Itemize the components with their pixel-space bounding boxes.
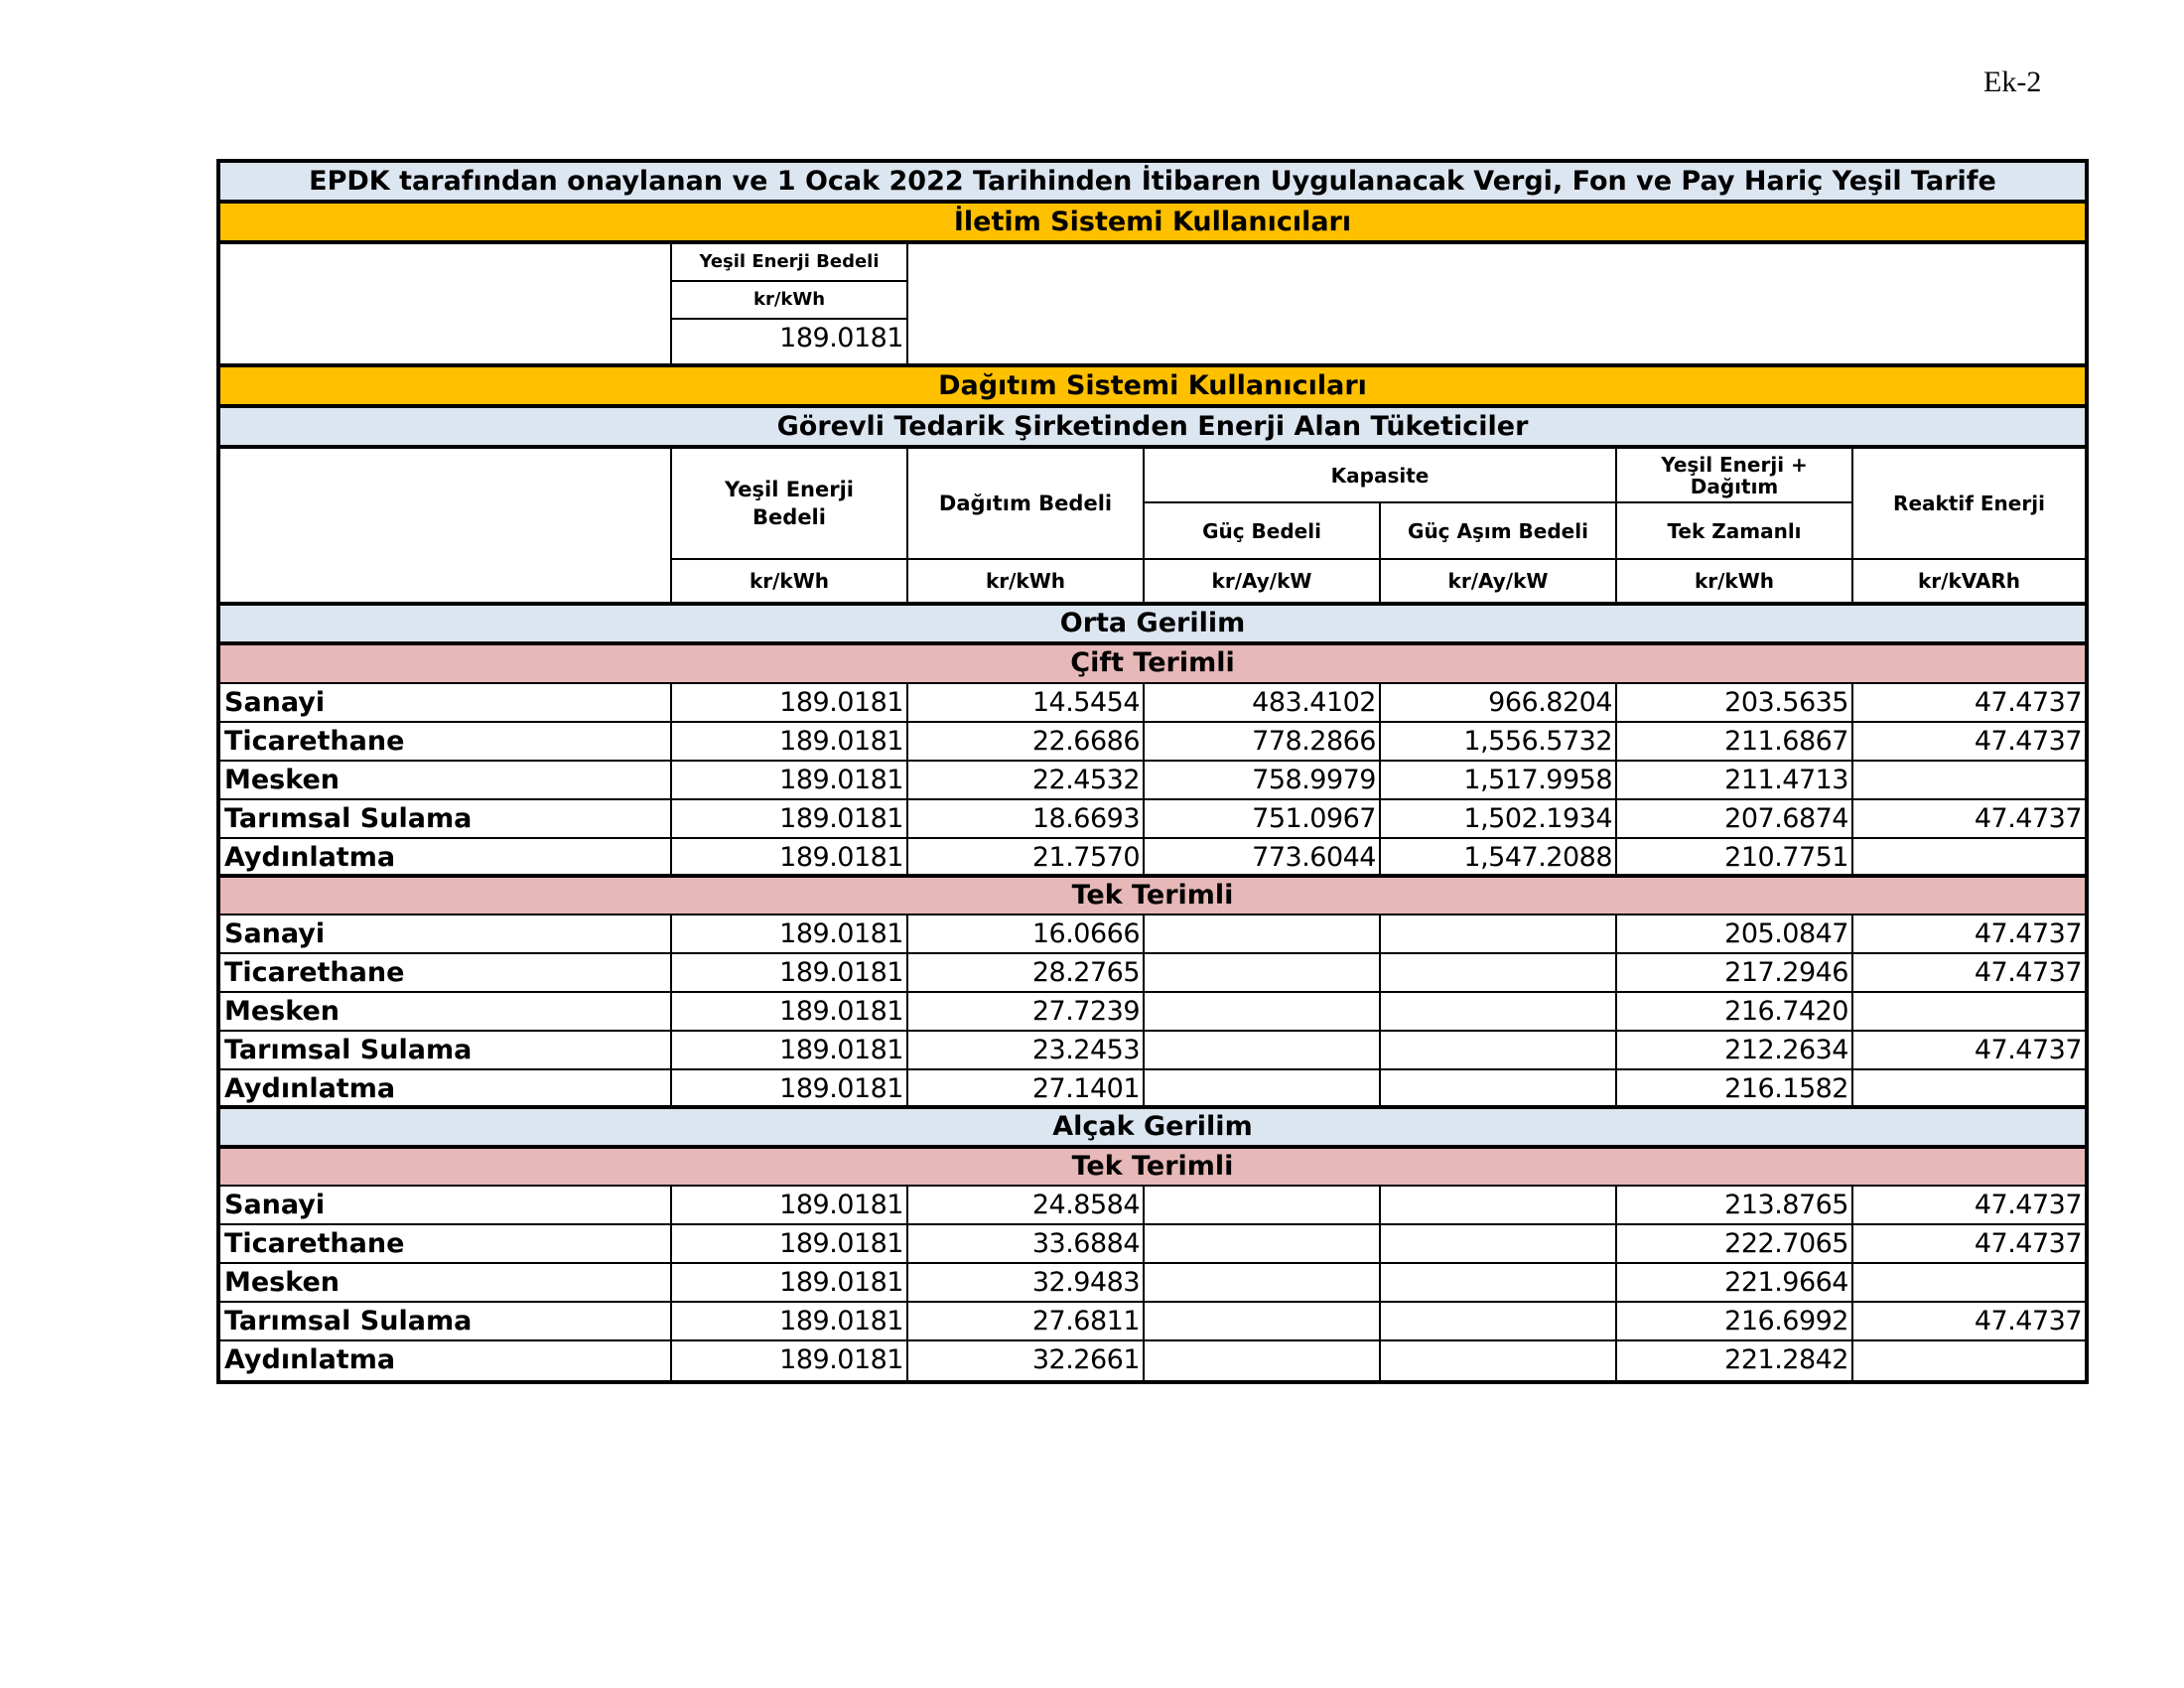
- cell-guc-asim: [1381, 1303, 1617, 1339]
- value-reaktif: 47.4737: [1974, 918, 2082, 949]
- cell-yesil: [672, 1341, 908, 1380]
- table-row: [220, 1070, 2085, 1109]
- header-yesil-dagitim-column: [1617, 449, 1853, 602]
- value-yesil: 189.0181: [779, 1035, 903, 1065]
- cell-guc-asim: [1381, 993, 1617, 1030]
- value-reaktif: 47.4737: [1974, 1035, 2082, 1065]
- value-tek-zamanli: 212.2634: [1724, 1035, 1848, 1065]
- row-label: Aydınlatma: [220, 1341, 672, 1380]
- table-row: [220, 800, 2085, 839]
- value-guc-asim: 1,517.9958: [1463, 765, 1612, 795]
- value-reaktif: 47.4737: [1974, 1190, 2082, 1220]
- table-row: [220, 839, 2085, 878]
- cell-guc-asim: [1381, 1070, 1617, 1105]
- value-tek-zamanli: 211.6867: [1724, 726, 1848, 757]
- cell-guc-asim: [1381, 839, 1617, 874]
- table-row: [220, 684, 2085, 723]
- cell-tek-zamanli: [1617, 1187, 1853, 1223]
- cell-guc-asim: [1381, 1264, 1617, 1301]
- row-label: Ticarethane: [220, 723, 672, 760]
- cell-yesil: [672, 1303, 908, 1339]
- cell-yesil: [672, 915, 908, 952]
- table-row: [220, 1341, 2085, 1380]
- cell-reaktif: [1853, 684, 2085, 721]
- iletim-block: [220, 244, 2085, 367]
- cell-guc-asim: [1381, 954, 1617, 991]
- cell-guc-asim: [1381, 1341, 1617, 1380]
- cell-reaktif: [1853, 839, 2085, 874]
- cell-guc: [1145, 762, 1381, 798]
- value-yesil: 189.0181: [779, 765, 903, 795]
- value-guc-asim: 1,547.2088: [1463, 842, 1612, 873]
- cell-guc-asim: [1381, 684, 1617, 721]
- orta-gerilim-tek-terimli-rows: [220, 915, 2085, 1109]
- value-yesil: 189.0181: [779, 918, 903, 949]
- value-tek-zamanli: 217.2946: [1724, 957, 1848, 988]
- row-label: Ticarethane: [220, 1225, 672, 1262]
- cell-yesil: [672, 1225, 908, 1262]
- value-reaktif: 47.4737: [1974, 687, 2082, 718]
- alcak-gerilim-tek-terimli-rows: [220, 1187, 2085, 1380]
- cell-yesil: [672, 723, 908, 760]
- table-row: [220, 1264, 2085, 1303]
- cell-reaktif: [1853, 954, 2085, 991]
- cell-reaktif: [1853, 1032, 2085, 1068]
- cell-dagitim: [908, 723, 1145, 760]
- value-tek-zamanli: 221.9664: [1724, 1267, 1848, 1298]
- cift-terimli-heading: Çift Terimli: [220, 645, 2085, 684]
- cell-tek-zamanli: [1617, 1341, 1853, 1380]
- table-row: [220, 954, 2085, 993]
- iletim-empty-area: [908, 244, 2085, 363]
- value-dagitim: 32.2661: [1031, 1344, 1140, 1375]
- table-row: [220, 723, 2085, 762]
- kapasite-units: [1145, 560, 1615, 602]
- cell-dagitim: [908, 1303, 1145, 1339]
- value-reaktif: 47.4737: [1974, 1228, 2082, 1259]
- cell-tek-zamanli: [1617, 954, 1853, 991]
- table-row: [220, 1187, 2085, 1225]
- table-row: [220, 1225, 2085, 1264]
- table-row: [220, 1032, 2085, 1070]
- value-guc: 778.2866: [1252, 726, 1376, 757]
- dagitim-heading: Dağıtım Sistemi Kullanıcıları: [220, 367, 2085, 408]
- value-tek-zamanli: 216.7420: [1724, 996, 1848, 1027]
- value-guc-asim: 1,502.1934: [1463, 803, 1612, 834]
- value-dagitim: 33.6884: [1031, 1228, 1140, 1259]
- value-yesil: 189.0181: [779, 996, 903, 1027]
- value-dagitim: 16.0666: [1031, 918, 1140, 949]
- value-tek-zamanli: 221.2842: [1724, 1344, 1848, 1375]
- row-label: Tarımsal Sulama: [220, 1032, 672, 1068]
- cell-dagitim: [908, 1341, 1145, 1380]
- row-label: Sanayi: [220, 684, 672, 721]
- row-label: Sanayi: [220, 1187, 672, 1223]
- row-label: Mesken: [220, 993, 672, 1030]
- tariff-table: [216, 159, 2089, 1384]
- iletim-column: [672, 244, 908, 363]
- ag-tek-terimli-heading: Tek Terimli: [220, 1149, 2085, 1187]
- cell-tek-zamanli: [1617, 1070, 1853, 1105]
- value-tek-zamanli: 210.7751: [1724, 842, 1848, 873]
- value-tek-zamanli: 216.1582: [1724, 1073, 1848, 1104]
- cell-dagitim: [908, 762, 1145, 798]
- cell-guc-asim: [1381, 915, 1617, 952]
- cell-guc-asim: [1381, 1225, 1617, 1262]
- header-reaktif-column: [1853, 449, 2085, 602]
- row-label: Mesken: [220, 1264, 672, 1301]
- row-label: Aydınlatma: [220, 1070, 672, 1105]
- cell-guc: [1145, 993, 1381, 1030]
- cell-tek-zamanli: [1617, 839, 1853, 874]
- unit-guc: kr/Ay/kW: [1145, 560, 1381, 602]
- value-yesil: 189.0181: [779, 1306, 903, 1336]
- cell-guc: [1145, 723, 1381, 760]
- value-tek-zamanli: 203.5635: [1724, 687, 1848, 718]
- cell-dagitim: [908, 800, 1145, 837]
- cell-guc: [1145, 1187, 1381, 1223]
- row-label: Mesken: [220, 762, 672, 798]
- table-row: [220, 762, 2085, 800]
- row-label: Tarımsal Sulama: [220, 1303, 672, 1339]
- cell-tek-zamanli: [1617, 723, 1853, 760]
- value-tek-zamanli: 207.6874: [1724, 803, 1848, 834]
- cell-dagitim: [908, 1187, 1145, 1223]
- cell-guc: [1145, 1303, 1381, 1339]
- cell-guc: [1145, 800, 1381, 837]
- value-guc: 773.6044: [1252, 842, 1376, 873]
- cell-reaktif: [1853, 723, 2085, 760]
- header-guc-bedeli: Güç Bedeli: [1145, 503, 1381, 558]
- cell-reaktif: [1853, 1187, 2085, 1223]
- iletim-heading: İletim Sistemi Kullanıcıları: [220, 204, 2085, 244]
- cell-tek-zamanli: [1617, 1032, 1853, 1068]
- cell-yesil: [672, 1187, 908, 1223]
- iletim-blank-cell: [220, 244, 672, 363]
- cell-dagitim: [908, 954, 1145, 991]
- cell-dagitim: [908, 1264, 1145, 1301]
- value-yesil: 189.0181: [779, 1190, 903, 1220]
- value-guc: 751.0967: [1252, 803, 1376, 834]
- value-dagitim: 28.2765: [1031, 957, 1140, 988]
- header-dagitim-bedeli: Dağıtım Bedeli: [908, 449, 1143, 560]
- value-yesil: 189.0181: [779, 1073, 903, 1104]
- cell-guc-asim: [1381, 1187, 1617, 1223]
- og-tek-terimli-heading: Tek Terimli: [220, 878, 2085, 915]
- cell-yesil: [672, 684, 908, 721]
- value-dagitim: 32.9483: [1031, 1267, 1140, 1298]
- cell-dagitim: [908, 684, 1145, 721]
- cell-guc: [1145, 915, 1381, 952]
- value-guc: 758.9979: [1252, 765, 1376, 795]
- value-reaktif: 47.4737: [1974, 726, 2082, 757]
- cell-guc-asim: [1381, 800, 1617, 837]
- cell-tek-zamanli: [1617, 915, 1853, 952]
- value-dagitim: 27.1401: [1031, 1073, 1140, 1104]
- cell-tek-zamanli: [1617, 993, 1853, 1030]
- value-yesil: 189.0181: [779, 842, 903, 873]
- value-dagitim: 22.4532: [1031, 765, 1140, 795]
- cell-reaktif: [1853, 1225, 2085, 1262]
- value-tek-zamanli: 211.4713: [1724, 765, 1848, 795]
- cell-reaktif: [1853, 1264, 2085, 1301]
- cell-yesil: [672, 839, 908, 874]
- cell-dagitim: [908, 915, 1145, 952]
- cell-dagitim: [908, 1070, 1145, 1105]
- cell-tek-zamanli: [1617, 800, 1853, 837]
- cell-guc-asim: [1381, 1032, 1617, 1068]
- cell-dagitim: [908, 839, 1145, 874]
- orta-gerilim-cift-terimli-rows: [220, 684, 2085, 878]
- value-reaktif: 47.4737: [1974, 1306, 2082, 1336]
- row-label: Aydınlatma: [220, 839, 672, 874]
- cell-yesil: [672, 1264, 908, 1301]
- unit-reaktif: kr/kVARh: [1917, 569, 2020, 593]
- cell-guc: [1145, 1032, 1381, 1068]
- iletim-unit: kr/kWh: [672, 282, 906, 320]
- cell-guc: [1145, 1341, 1381, 1380]
- value-tek-zamanli: 205.0847: [1724, 918, 1848, 949]
- value-tek-zamanli: 222.7065: [1724, 1228, 1848, 1259]
- value-yesil: 189.0181: [779, 1228, 903, 1259]
- table-row: [220, 915, 2085, 954]
- cell-yesil: [672, 993, 908, 1030]
- header-yesil-dagitim: Yeşil Enerji + Dağıtım: [1617, 449, 1851, 503]
- header-kapasite: Kapasite: [1145, 449, 1615, 503]
- cell-reaktif: [1853, 915, 2085, 952]
- value-dagitim: 23.2453: [1031, 1035, 1140, 1065]
- header-kapasite-group: [1145, 449, 1617, 602]
- cell-yesil: [672, 954, 908, 991]
- cell-guc: [1145, 1225, 1381, 1262]
- header-guc-asim-bedeli: Güç Aşım Bedeli: [1408, 518, 1588, 543]
- cell-dagitim: [908, 1225, 1145, 1262]
- header-yesil-enerji-bedeli: Yeşil Enerji Bedeli: [672, 449, 906, 560]
- iletim-value: 189.0181: [779, 323, 903, 353]
- cell-reaktif: [1853, 1303, 2085, 1339]
- iletim-value-cell: [672, 320, 906, 363]
- column-header-block: [220, 449, 2085, 606]
- value-dagitim: 27.6811: [1031, 1306, 1140, 1336]
- cell-tek-zamanli: [1617, 684, 1853, 721]
- cell-tek-zamanli: [1617, 1225, 1853, 1262]
- value-yesil: 189.0181: [779, 1344, 903, 1375]
- cell-yesil: [672, 1070, 908, 1105]
- cell-dagitim: [908, 1032, 1145, 1068]
- cell-guc: [1145, 839, 1381, 874]
- value-reaktif: 47.4737: [1974, 957, 2082, 988]
- value-yesil: 189.0181: [779, 726, 903, 757]
- cell-reaktif: [1853, 1341, 2085, 1380]
- value-tek-zamanli: 216.6992: [1724, 1306, 1848, 1336]
- header-reaktif-enerji: Reaktif Enerji: [1853, 449, 2085, 560]
- kapasite-subheaders: [1145, 503, 1615, 560]
- row-label: Tarımsal Sulama: [220, 800, 672, 837]
- cell-tek-zamanli: [1617, 1264, 1853, 1301]
- unit-tek-zamanli: kr/kWh: [1694, 569, 1775, 593]
- cell-dagitim: [908, 993, 1145, 1030]
- value-reaktif: 47.4737: [1974, 803, 2082, 834]
- cell-guc-asim: [1381, 762, 1617, 798]
- value-dagitim: 18.6693: [1031, 803, 1140, 834]
- value-yesil: 189.0181: [779, 1267, 903, 1298]
- unit-yesil: kr/kWh: [749, 569, 830, 593]
- cell-reaktif: [1853, 993, 2085, 1030]
- header-yesil-column: [672, 449, 908, 602]
- cell-guc-asim: [1381, 723, 1617, 760]
- value-guc-asim: 966.8204: [1488, 687, 1612, 718]
- table-title: EPDK tarafından onaylanan ve 1 Ocak 2022 Tarihinden İtibaren Uygulanacak Vergi, Fon ve Pay Hariç Yeşil Tarife: [220, 163, 2085, 204]
- value-dagitim: 14.5454: [1031, 687, 1140, 718]
- value-tek-zamanli: 213.8765: [1724, 1190, 1848, 1220]
- value-guc-asim: 1,556.5732: [1463, 726, 1612, 757]
- cell-yesil: [672, 762, 908, 798]
- value-yesil: 189.0181: [779, 803, 903, 834]
- cell-yesil: [672, 1032, 908, 1068]
- cell-guc: [1145, 954, 1381, 991]
- page-label: Ek-2: [1983, 66, 2042, 98]
- dagitim-subheading: Görevli Tedarik Şirketinden Enerji Alan Tüketiciler: [220, 408, 2085, 449]
- value-dagitim: 22.6686: [1031, 726, 1140, 757]
- alcak-gerilim-heading: Alçak Gerilim: [220, 1109, 2085, 1149]
- table-row: [220, 993, 2085, 1032]
- cell-reaktif: [1853, 800, 2085, 837]
- header-tek-zamanli: Tek Zamanlı: [1617, 503, 1851, 560]
- header-dagitim-column: [908, 449, 1145, 602]
- value-yesil: 189.0181: [779, 957, 903, 988]
- table-row: [220, 1303, 2085, 1341]
- value-guc: 483.4102: [1252, 687, 1376, 718]
- iletim-column-header: Yeşil Enerji Bedeli: [672, 244, 906, 282]
- row-label: Ticarethane: [220, 954, 672, 991]
- orta-gerilim-heading: Orta Gerilim: [220, 606, 2085, 645]
- cell-reaktif: [1853, 1070, 2085, 1105]
- cell-guc: [1145, 684, 1381, 721]
- cell-reaktif: [1853, 762, 2085, 798]
- header-blank-cell: [220, 449, 672, 602]
- cell-guc: [1145, 1264, 1381, 1301]
- row-label: Sanayi: [220, 915, 672, 952]
- cell-yesil: [672, 800, 908, 837]
- cell-guc: [1145, 1070, 1381, 1105]
- value-dagitim: 21.7570: [1031, 842, 1140, 873]
- cell-tek-zamanli: [1617, 762, 1853, 798]
- unit-guc-asim: kr/Ay/kW: [1447, 569, 1549, 593]
- value-dagitim: 27.7239: [1031, 996, 1140, 1027]
- unit-dagitim: kr/kWh: [985, 569, 1066, 593]
- cell-tek-zamanli: [1617, 1303, 1853, 1339]
- value-dagitim: 24.8584: [1031, 1190, 1140, 1220]
- value-yesil: 189.0181: [779, 687, 903, 718]
